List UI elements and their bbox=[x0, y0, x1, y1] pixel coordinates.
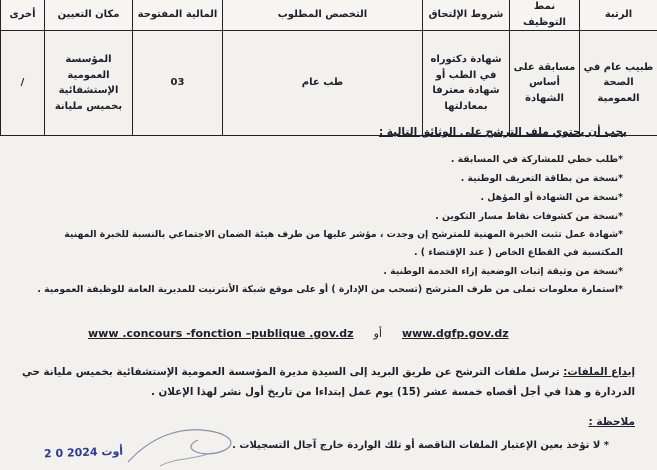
website-links bbox=[88, 327, 568, 340]
cell-specialty: طب عام bbox=[223, 31, 423, 136]
list-item: *استمارة معلومات تملى من طرف المترشح (تسحب من الإدارة ) أو على موقع شبكة الأنترنيت للمديرية العامة للوظيفة العمومية . bbox=[37, 284, 623, 295]
list-item: *نسخة من الشهادة أو المؤهل . bbox=[480, 192, 623, 203]
or-label: أو bbox=[373, 327, 382, 340]
list-item: *نسخة من بطاقة التعريف الوطنية . bbox=[460, 173, 623, 184]
deposit-paragraph bbox=[20, 362, 635, 402]
cell-grade: طبيب عام في الصحة العمومية bbox=[580, 31, 657, 136]
table-header-row bbox=[1, 0, 657, 31]
dossier-title-text: يجب أن يحتوي ملف الترشح على الوثائق التالية : bbox=[378, 126, 627, 138]
note-title: ملاحظة : bbox=[588, 416, 635, 428]
list-item: *نسخة من كشوفات نقاط مسار التكوين . bbox=[435, 211, 623, 222]
header-conditions: شروط الإلتحاق bbox=[423, 0, 510, 31]
deposit-label: إيداع الملفات: bbox=[563, 366, 635, 378]
cell-other: / bbox=[1, 31, 45, 136]
cell-place: المؤسسة العمومية الإستشفائية بخميس مليانة bbox=[45, 31, 133, 136]
list-item: *شهادة عمل تثبت الخبرة المهنية للمترشح إن وجدت ، مؤشر عليها من طرف هيئة الضمان الاجتماعي بالنسبة للخبرة المهنية المكتسبة في القطاع الخاص ( عند الإقتضاء ) . bbox=[64, 229, 623, 258]
header-specialty: التخصص المطلوب bbox=[223, 0, 423, 31]
header-posts: المالية المفتوحة bbox=[133, 0, 223, 31]
cell-conditions: شهادة دكتوراه في الطب أو شهادة معترفا بمعادلتها bbox=[423, 31, 510, 136]
cell-mode: مسابقة على أساس الشهادة bbox=[510, 31, 580, 136]
dossier-title bbox=[379, 126, 627, 138]
date-stamp: 2 0 أوت 2024 bbox=[43, 444, 124, 461]
list-item: *طلب خطي للمشاركة في المسابقة . bbox=[450, 154, 623, 165]
table-row bbox=[1, 31, 657, 136]
header-place: مكان التعيين bbox=[45, 0, 133, 31]
deposit-text: ترسل ملفات الترشح عن طريق البريد إلى السيدة مديرة المؤسسة العمومية الإستشفائية بخميس مليانة حي الدردارة و هذا في أجل أقصاه خمسة عشر (15) يوم عمل إبتداءا من تاريخ أول نشر لهذا الإعلان . bbox=[22, 366, 635, 398]
cell-posts: 03 bbox=[133, 31, 223, 136]
link-dgfp[interactable]: www.dgfp.gov.dz bbox=[401, 327, 509, 340]
header-other: أخرى bbox=[1, 0, 45, 31]
signature-mark bbox=[120, 418, 250, 470]
note-item: * لا تؤخذ بعين الإعتبار الملفات الناقصة أو تلك الواردة خارج آجال التسجيلات . bbox=[232, 440, 609, 451]
list-item: *نسخة من وثيقة إثبات الوضعية إزاء الخدمة الوطنية . bbox=[383, 266, 623, 277]
header-grade: الرتبة bbox=[580, 0, 657, 31]
link-concours[interactable]: www .concours -fonction –publique .gov.dz bbox=[88, 327, 354, 340]
header-mode: نمط التوظيف bbox=[510, 0, 580, 31]
recruitment-table bbox=[0, 0, 657, 136]
documents-list bbox=[23, 150, 623, 299]
